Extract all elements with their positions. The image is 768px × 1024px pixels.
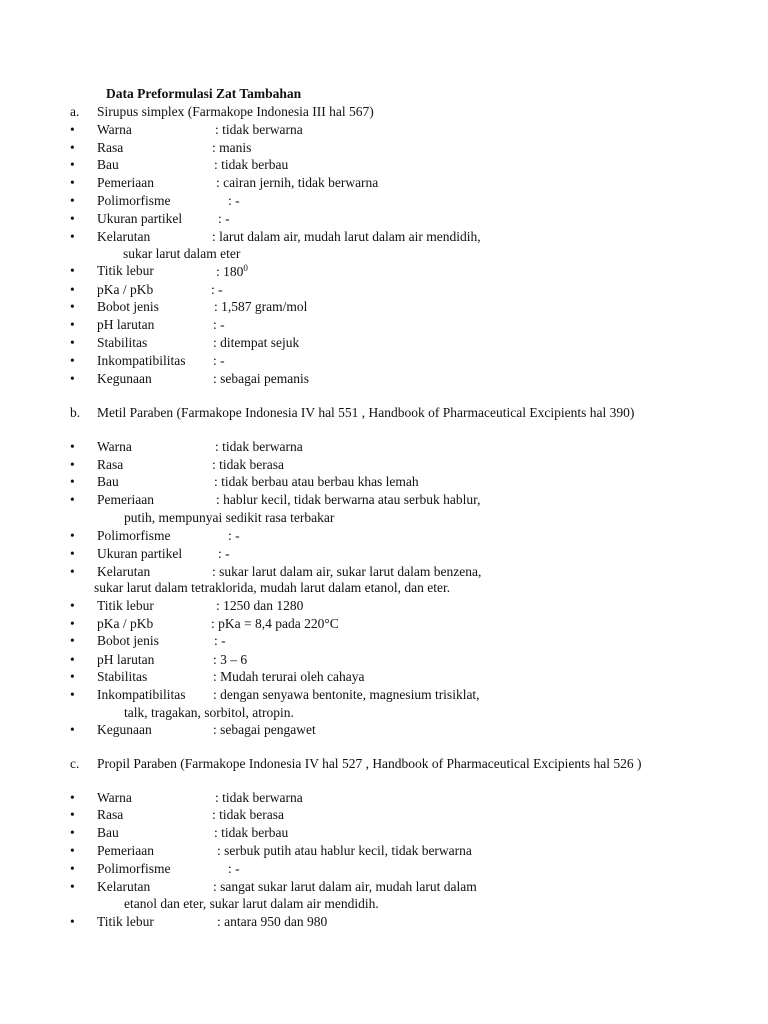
property-value: : dengan senyawa bentonite, magnesium trisiklat, xyxy=(213,687,480,702)
property-value: : ditempat sejuk xyxy=(213,335,300,350)
property-value: : pKa = 8,4 pada 220°C xyxy=(211,616,339,631)
bullet-icon: • xyxy=(70,229,75,244)
property-label: Warna xyxy=(97,790,132,805)
property-label: Rasa xyxy=(97,140,124,155)
property-label: Inkompatibilitas xyxy=(97,687,186,702)
bullet-icon: • xyxy=(70,633,75,648)
property-label: Titik lebur xyxy=(97,263,154,278)
property-value: : sebagai pemanis xyxy=(213,371,309,386)
bullet-icon: • xyxy=(70,528,75,543)
bullet-icon: • xyxy=(70,843,75,858)
property-value: : tidak berbau xyxy=(214,825,289,840)
property-label: Polimorfisme xyxy=(97,528,171,543)
degree-superscript: 0 xyxy=(243,263,248,273)
property-label: Stabilitas xyxy=(97,335,148,350)
property-label: Pemeriaan xyxy=(97,492,154,507)
property-value: : 1250 dan 1280 xyxy=(216,598,304,613)
property-value: : tidak berwarna xyxy=(215,790,303,805)
property-value: : tidak berasa xyxy=(212,457,284,472)
bullet-icon: • xyxy=(70,914,75,929)
property-value: : - xyxy=(228,528,240,543)
property-value: : - xyxy=(213,353,225,368)
property-label: Pemeriaan xyxy=(97,843,154,858)
property-label: pH larutan xyxy=(97,652,155,667)
bullet-icon: • xyxy=(70,546,75,561)
section-c-title: Propil Paraben (Farmakope Indonesia IV hal 527 , Handbook of Pharmaceutical Excipients hal 526 ) xyxy=(97,756,642,771)
property-label: Titik lebur xyxy=(97,914,154,929)
property-value: : tidak berwarna xyxy=(215,122,303,137)
property-label: Rasa xyxy=(97,807,124,822)
bullet-icon: • xyxy=(70,140,75,155)
property-value: : - xyxy=(213,317,225,332)
bullet-icon: • xyxy=(70,492,75,507)
property-value: : sukar larut dalam air, sukar larut dalam benzena, xyxy=(212,564,482,579)
property-label: Kelarutan xyxy=(97,564,151,579)
property-label: Kegunaan xyxy=(97,371,152,386)
bullet-icon: • xyxy=(70,317,75,332)
bullet-icon: • xyxy=(70,564,75,579)
property-label: Bobot jenis xyxy=(97,299,159,314)
property-label: Bau xyxy=(97,825,119,840)
section-b-title: Metil Paraben (Farmakope Indonesia IV hal 551 , Handbook of Pharmaceutical Excipients hal 390) xyxy=(97,405,635,420)
property-label: Ukuran partikel xyxy=(97,211,183,226)
bullet-icon: • xyxy=(70,175,75,190)
bullet-icon: • xyxy=(70,807,75,822)
bullet-icon: • xyxy=(70,335,75,350)
property-value: : cairan jernih, tidak berwarna xyxy=(216,175,379,190)
bullet-icon: • xyxy=(70,439,75,454)
bullet-icon: • xyxy=(70,371,75,386)
property-value-continuation: sukar larut dalam eter xyxy=(123,246,241,261)
bullet-icon: • xyxy=(70,122,75,137)
section-a-marker: a. xyxy=(70,104,80,119)
property-label: Kegunaan xyxy=(97,722,152,737)
property-label: pKa / pKb xyxy=(97,282,154,297)
bullet-icon: • xyxy=(70,879,75,894)
property-label: pKa / pKb xyxy=(97,616,154,631)
bullet-icon: • xyxy=(70,825,75,840)
property-label: Polimorfisme xyxy=(97,861,171,876)
bullet-icon: • xyxy=(70,687,75,702)
property-label: Stabilitas xyxy=(97,669,148,684)
property-value: : - xyxy=(218,211,230,226)
bullet-icon: • xyxy=(70,299,75,314)
bullet-icon: • xyxy=(70,598,75,613)
property-value: : sebagai pengawet xyxy=(213,722,316,737)
property-label: Kelarutan xyxy=(97,879,151,894)
property-value: : - xyxy=(214,633,226,648)
property-value-continuation: talk, tragakan, sorbitol, atropin. xyxy=(124,705,294,720)
property-label: Bau xyxy=(97,157,119,172)
property-value: : tidak berasa xyxy=(212,807,284,822)
property-value: : hablur kecil, tidak berwarna atau serbuk hablur, xyxy=(216,492,481,507)
bullet-icon: • xyxy=(70,193,75,208)
property-value: : tidak berbau xyxy=(214,157,289,172)
bullet-icon: • xyxy=(70,861,75,876)
section-c-marker: c. xyxy=(70,756,80,771)
property-value: : sangat sukar larut dalam air, mudah larut dalam xyxy=(213,879,477,894)
property-label: Bau xyxy=(97,474,119,489)
property-label: Kelarutan xyxy=(97,229,151,244)
bullet-icon: • xyxy=(70,457,75,472)
property-value: : - xyxy=(211,282,223,297)
property-value-continuation: putih, mempunyai sedikit rasa terbakar xyxy=(124,510,335,525)
property-value: : tidak berbau atau berbau khas lemah xyxy=(214,474,419,489)
property-label: pH larutan xyxy=(97,317,155,332)
property-value: : Mudah terurai oleh cahaya xyxy=(213,669,365,684)
bullet-icon: • xyxy=(70,474,75,489)
property-value-continuation: etanol dan eter, sukar larut dalam air mendidih. xyxy=(124,896,379,911)
bullet-icon: • xyxy=(70,652,75,667)
property-label: Ukuran partikel xyxy=(97,546,183,561)
property-label: Polimorfisme xyxy=(97,193,171,208)
bullet-icon: • xyxy=(70,722,75,737)
property-value: : 1,587 gram/mol xyxy=(214,299,308,314)
section-b-heading xyxy=(70,404,675,421)
section-b-marker: b. xyxy=(70,405,81,420)
bullet-icon: • xyxy=(70,669,75,684)
section-c-heading xyxy=(70,755,675,772)
bullet-icon: • xyxy=(70,157,75,172)
property-label: Titik lebur xyxy=(97,598,154,613)
property-value: : manis xyxy=(212,140,252,155)
bullet-icon: • xyxy=(70,790,75,805)
property-value-continuation: sukar larut dalam tetraklorida, mudah larut dalam etanol, dan eter. xyxy=(94,580,451,595)
property-label: Pemeriaan xyxy=(97,175,154,190)
property-label: Bobot jenis xyxy=(97,633,159,648)
property-label: Inkompatibilitas xyxy=(97,353,186,368)
section-a-title: Sirupus simplex (Farmakope Indonesia III hal 567) xyxy=(97,104,374,119)
document-title: Data Preformulasi Zat Tambahan xyxy=(106,86,302,101)
property-value: : - xyxy=(228,861,240,876)
property-value: : 3 – 6 xyxy=(213,652,248,667)
bullet-icon: • xyxy=(70,263,75,278)
property-value: : $180^0$ xyxy=(216,263,248,279)
property-value: : - xyxy=(218,546,230,561)
property-value: : antara 950 dan 980 xyxy=(217,914,328,929)
bullet-icon: • xyxy=(70,211,75,226)
property-value: : larut dalam air, mudah larut dalam air mendidih, xyxy=(212,229,481,244)
bullet-icon: • xyxy=(70,282,75,297)
property-label: Rasa xyxy=(97,457,124,472)
property-label: Warna xyxy=(97,439,132,454)
property-value: : - xyxy=(228,193,240,208)
property-value: : tidak berwarna xyxy=(215,439,303,454)
property-label: Warna xyxy=(97,122,132,137)
bullet-icon: • xyxy=(70,616,75,631)
property-value: : serbuk putih atau hablur kecil, tidak berwarna xyxy=(217,843,472,858)
bullet-icon: • xyxy=(70,353,75,368)
